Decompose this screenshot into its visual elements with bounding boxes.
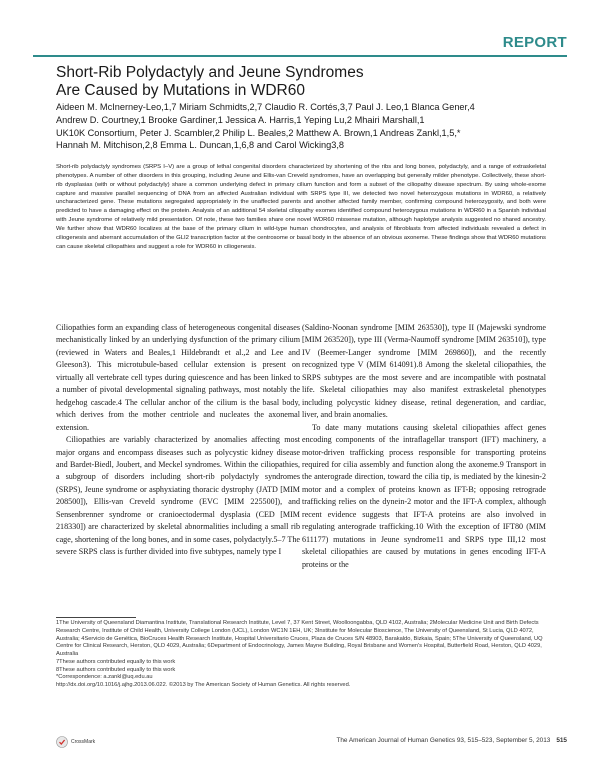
title-line-2: Are Caused by Mutations in WDR60 xyxy=(56,82,305,99)
page-number: 515 xyxy=(556,737,567,744)
crossmark-icon xyxy=(56,736,68,748)
body-column-left xyxy=(56,322,300,559)
body-paragraph: Ciliopathies form an expanding class of heterogeneous congenital diseases mechanistically linked by an underlying dysfunction of the primary cilium (reviewed in Waters and Beales,1 Hildebrandt et al.,2 and Lee and Gleeson3). This microtubule-based cellular extension is present on virtually all vertebrate cell types during quiescence and has been linked to a number of pivotal developmental signaling pathways, most notably the hedgehog cascade.4 The cellular anchor of the cilium is the basal body, which derives from the mother centriole and nucleates the axonemal extension. xyxy=(56,323,300,432)
author-line: UK10K Consortium, Peter J. Scambler,2 Philip L. Beales,2 Matthew A. Brown,1 Andreas Zankl,1,5,* xyxy=(56,127,461,138)
doi-footnote[interactable]: http://dx.doi.org/10.1016/j.ajhg.2013.06.022. ©2013 by The American Society of Human Genetics. All rights reserved. xyxy=(56,682,351,688)
article-title xyxy=(56,64,536,100)
header-rule xyxy=(33,55,567,57)
body-paragraph: To date many mutations causing skeletal ciliopathies affect genes encoding components of the intraflagellar transport (IFT) machinery, a motor-driven trafficking process responsible for transporting proteins required for cilia assembly and function along the axoneme.9 Transport in the anterograde direction, toward the cilia tip, is mediated by the kinesin-2 motor and a complex of proteins known as IFT-B; opposing retrograde trafficking relies on the dynein-2 motor and the IFT-A complex, although recent evidence suggests that IFT-A proteins are also involved in regulating anterograde trafficking.10 With the exception of IFT80 (MIM 611177) mutations in Jeune syndrome11 and SRPS type III,12 most skeletal ciliopathies are caused by mutations in genes encoding IFT-A proteins or the xyxy=(302,422,546,569)
journal-footer xyxy=(336,737,567,744)
crossmark-badge[interactable] xyxy=(56,736,95,748)
journal-citation: The American Journal of Human Genetics 93, 515–523, September 5, 2013 xyxy=(336,737,551,744)
correspondence-footnote[interactable]: *Correspondence: a.zankl@uq.edu.au xyxy=(56,674,153,681)
body-paragraph: (Saldino-Noonan syndrome [MIM 263530]), type II (Majewski syndrome [MIM 263520]), type III (Verma-Naumoff syndrome [MIM 263510]), type IV (Beemer-Langer syndrome [MIM 269860]), and the recently recognized type V (MIM 614091).8 Among the skeletal ciliopathies, the SRPS subtypes are the most severe and are incompatible with postnatal life. Skeletal ciliopathies may also manifest extraskeletal phenotypes including polycystic kidney disease, retinal degeneration, and cardiac, liver, and brain anomalies. xyxy=(302,323,546,420)
affiliations-footnote: 1The University of Queensland Diamantina Institute, Translational Research Institute, Level 7, 37 Kent Street, Woolloongabba, QLD 4102, Australia; 2Molecular Medicine Unit and Birth Defects Research Centre, Institute of Child Health, University College London (UCL), London WC1N 1EH, UK; 3Institute for Molecular Bioscience, The University of Queensland, St Lucia, QLD 4072, Australia; 4Servicio de Genética, BioCruces Health Research Institute, Hospital Universitario Cruces, Plaza de Cruces S/N 48903, Barakaldo, Bizkaia, Spain; 5The University of Queensland, UQ Centre for Clinical Research, Herston, QLD 4029, Australia; 6Department of Endocrinology, James Mayne Building, Royal Brisbane and Women's Hospital, Butterfield Road, Herston, QLD 4029, Australia xyxy=(56,620,543,657)
author-line: Hannah M. Mitchison,2,8 Emma L. Duncan,1,6,8 and Carol Wicking3,8 xyxy=(56,140,345,151)
equal-contribution-footnote: 8These authors contributed equally to this work xyxy=(56,666,176,673)
footnotes xyxy=(56,620,548,690)
abstract: Short-rib polydactyly syndromes (SRPS I–V) are a group of lethal congenital disorders characterized by shortening of the ribs and long bones, polydactyly, and a range of extraskeletal phenotypes. A number of other disorders in this grouping, including Jeune and Ellis-van Creveld syndromes, have an overlapping but generally milder phenotype. Collectively, these short-rib dysplasias (with or without polydactyly) share a common underlying defect in primary cilium function and form a subset of the ciliopathy disease spectrum. By using whole-exome capture and massive parallel sequencing of DNA from an affected Australian individual with SRPS type III, we detected two novel heterozygous mutations in WDR60, a relatively uncharacterized gene. These mutations segregated appropriately in the unaffected parents and another affected family member, confirming compound heterozygosity, and both were predicted to have a damaging effect on the protein. Analysis of an additional 54 skeletal ciliopathy exomes identified compound heterozygous mutations in WDR60 in a Spanish individual with Jeune syndrome of relatively mild presentation. Of note, these two families share one novel WDR60 missense mutation, although haplotype analysis suggested no shared ancestry. We further show that WDR60 localizes at the base of the primary cilium in wild-type human chondrocytes, and analysis of fibroblasts from affected individuals revealed a defect in ciliogenesis and aberrant accumulation of the GLI2 transcription factor at the centrosome or basal body in the absence of an obvious axoneme. These findings show that WDR60 mutations can cause skeletal ciliopathies and suggest a role for WDR60 in ciliogenesis. xyxy=(56,164,546,250)
author-line: Aideen M. McInerney-Leo,1,7 Miriam Schmidts,2,7 Claudio R. Cortés,3,7 Paul J. Leo,1 Blanca Gener,4 xyxy=(56,102,475,112)
title-line-1: Short-Rib Polydactyly and Jeune Syndromes xyxy=(56,64,364,81)
section-label: REPORT xyxy=(502,34,567,51)
author-line: Andrew D. Courtney,1 Brooke Gardiner,1 Jessica A. Harris,1 Yeping Lu,2 Mhairi Marshall,1 xyxy=(56,114,425,125)
footnote-divider xyxy=(56,617,136,618)
crossmark-label: CrossMark xyxy=(71,739,96,745)
equal-contribution-footnote: 7These authors contributed equally to this work xyxy=(56,658,176,665)
body-paragraph: Ciliopathies are variably characterized by anomalies affecting most major organs and encompass diseases such as polycystic kidney disease and Bardet-Biedl, Joubert, and Meckel syndromes. Within the ciliopathies, a subgroup of disorders including short-rib polydactyly syndromes (SRPS), Jeune syndrome or asphyxiating thoracic dystrophy (JATD [MIM 208500]), Ellis-van Creveld syndrome (EVC [MIM 225500]), and Sensenbrenner syndrome or cranioectodermal dysplasia (CED [MIM 218330]) are characterized by skeletal abnormalities including a small rib cage, shortening of the long bones, and in some cases, polydactyly.5–7 The severe SRPS class is further divided into five subtypes, namely type I xyxy=(56,435,300,557)
author-list xyxy=(56,101,556,152)
body-column-right xyxy=(302,322,546,571)
